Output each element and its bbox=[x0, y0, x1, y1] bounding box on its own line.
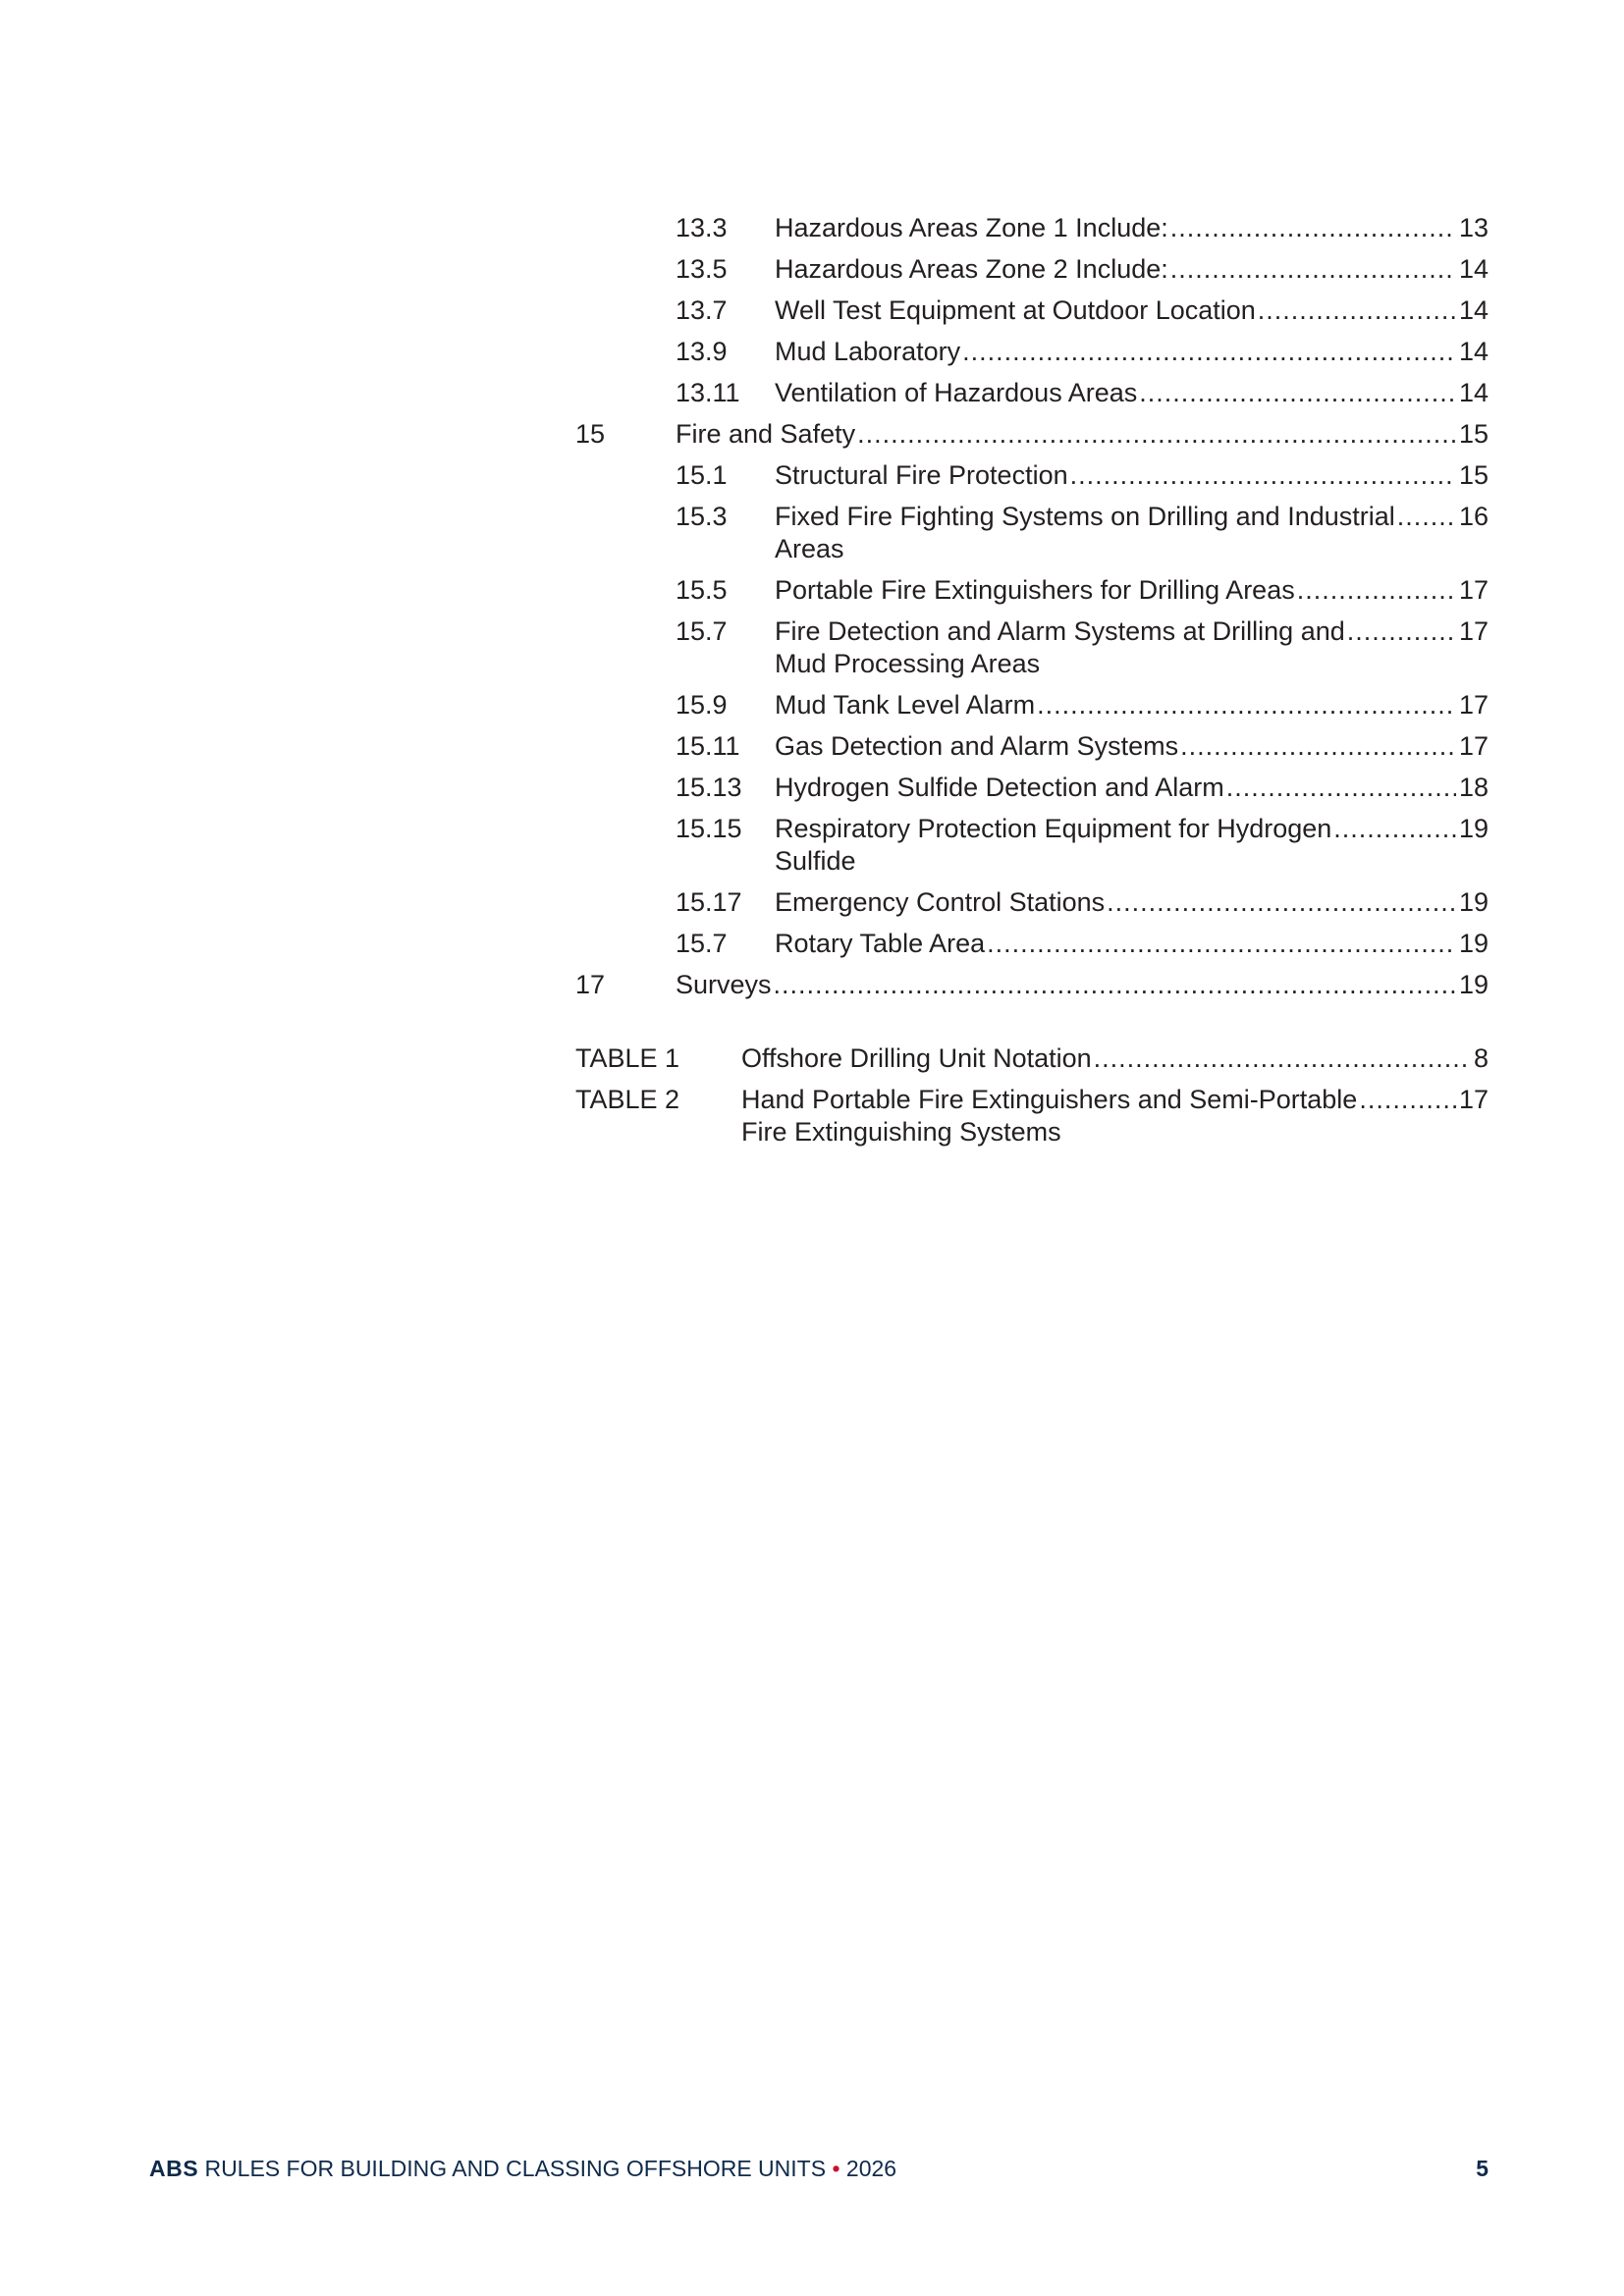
toc-entry-number: 13.3 bbox=[676, 213, 728, 242]
footer-bullet: • bbox=[832, 2156, 840, 2181]
toc-dot-leader bbox=[1170, 212, 1456, 244]
toc-entry-text bbox=[775, 772, 1489, 804]
toc-entry[interactable] bbox=[575, 212, 1489, 244]
toc-entry[interactable] bbox=[575, 928, 1489, 960]
table-list bbox=[575, 1042, 1489, 1148]
toc-entry-title: Structural Fire Protection bbox=[775, 460, 1068, 490]
toc-entry[interactable] bbox=[575, 418, 1489, 451]
page-footer bbox=[149, 2156, 1489, 2182]
toc-entry[interactable] bbox=[575, 1084, 1489, 1148]
toc-entry-title: Portable Fire Extinguishers for Drilling Areas bbox=[775, 575, 1295, 605]
toc-entry-text bbox=[741, 1042, 1489, 1075]
toc-entry-page: 15 bbox=[1458, 460, 1489, 490]
toc-entry[interactable] bbox=[575, 615, 1489, 680]
toc-entry-text bbox=[775, 928, 1489, 960]
toc-entry[interactable] bbox=[575, 730, 1489, 763]
footer-year: 2026 bbox=[845, 2156, 897, 2181]
toc-entry[interactable] bbox=[575, 459, 1489, 492]
toc-entry-page: 17 bbox=[1458, 616, 1489, 646]
toc-entry[interactable] bbox=[575, 813, 1489, 878]
toc-entry-title: Fire and Safety bbox=[676, 419, 856, 449]
toc-entry-title: Hazardous Areas Zone 1 Include: bbox=[775, 213, 1168, 242]
toc-entry-text bbox=[775, 377, 1489, 409]
toc-dot-leader bbox=[1107, 886, 1456, 919]
toc-entry-page: 19 bbox=[1458, 814, 1489, 843]
toc-entry-page: 14 bbox=[1458, 378, 1489, 407]
toc-entry-number: 15.17 bbox=[676, 887, 742, 917]
toc-entry-text bbox=[775, 615, 1489, 680]
toc-entry[interactable] bbox=[575, 253, 1489, 286]
toc-entry-title: Hazardous Areas Zone 2 Include: bbox=[775, 254, 1168, 284]
toc-entry-title: Rotary Table Area bbox=[775, 929, 986, 958]
toc-entry-number: 15 bbox=[575, 419, 606, 449]
toc-entry-title: Well Test Equipment at Outdoor Location bbox=[775, 295, 1256, 325]
toc-entry-title: Hydrogen Sulfide Detection and Alarm bbox=[775, 773, 1224, 802]
toc-entry-title: Offshore Drilling Unit Notation bbox=[741, 1043, 1092, 1073]
toc-entry-page: 14 bbox=[1458, 254, 1489, 284]
toc-entry-title: Respiratory Protection Equipment for Hydrogen Sulfide bbox=[775, 814, 1332, 876]
toc-dot-leader bbox=[987, 928, 1456, 960]
toc-entry-title: Ventilation of Hazardous Areas bbox=[775, 378, 1138, 407]
toc-entry-number: 15.7 bbox=[676, 616, 728, 646]
toc-dot-leader bbox=[1258, 294, 1456, 327]
toc-entry-text bbox=[775, 459, 1489, 492]
toc-entry-number: 15.7 bbox=[676, 929, 728, 958]
toc-entry-page: 17 bbox=[1458, 575, 1489, 605]
toc-dot-leader bbox=[1359, 1084, 1456, 1116]
toc-dot-leader bbox=[857, 418, 1456, 451]
toc-entry-text bbox=[775, 574, 1489, 607]
toc-entry[interactable] bbox=[575, 689, 1489, 721]
toc-dot-leader bbox=[1037, 689, 1456, 721]
toc-entry-page: 15 bbox=[1458, 419, 1489, 449]
toc-entry-title: Surveys bbox=[676, 970, 772, 999]
toc-entry-page: 19 bbox=[1458, 970, 1489, 999]
toc-entry-text bbox=[741, 1084, 1489, 1148]
toc-entry-number: 13.11 bbox=[676, 378, 740, 407]
toc-entry-text bbox=[676, 969, 1489, 1001]
toc-entry-text bbox=[775, 212, 1489, 244]
toc-dot-leader bbox=[1226, 772, 1456, 804]
toc-entry[interactable] bbox=[575, 574, 1489, 607]
toc-dot-leader bbox=[1139, 377, 1456, 409]
page-number: 5 bbox=[1476, 2156, 1489, 2181]
toc-entry[interactable] bbox=[575, 501, 1489, 565]
toc-entry[interactable] bbox=[575, 336, 1489, 368]
toc-entry-title: Hand Portable Fire Extinguishers and Semi-Portable Fire Extinguishing Systems bbox=[741, 1085, 1358, 1147]
toc-entry[interactable] bbox=[575, 1042, 1489, 1075]
toc-dot-leader bbox=[1070, 459, 1456, 492]
toc-entry-page: 17 bbox=[1458, 690, 1489, 720]
toc-entry-number: 13.7 bbox=[676, 295, 728, 325]
toc-entry-page: 14 bbox=[1458, 295, 1489, 325]
toc-dot-leader bbox=[962, 336, 1456, 368]
toc-entry-page: 14 bbox=[1458, 337, 1489, 366]
toc-entry-text bbox=[775, 689, 1489, 721]
toc-list bbox=[575, 212, 1489, 1001]
toc-entry-number: 13.9 bbox=[676, 337, 728, 366]
toc-entry-text bbox=[775, 294, 1489, 327]
toc-entry-page: 17 bbox=[1458, 1085, 1489, 1114]
toc-dot-leader bbox=[1180, 730, 1456, 763]
toc-dot-leader bbox=[1094, 1042, 1471, 1075]
toc-entry-title: Mud Laboratory bbox=[775, 337, 961, 366]
toc-dot-leader bbox=[1170, 253, 1456, 286]
toc-entry-page: 8 bbox=[1473, 1043, 1489, 1073]
toc-entry-number: 15.11 bbox=[676, 731, 740, 761]
toc-entry-page: 16 bbox=[1458, 502, 1489, 531]
toc-entry-title: Mud Tank Level Alarm bbox=[775, 690, 1036, 720]
toc-entry[interactable] bbox=[575, 377, 1489, 409]
toc-entry-number: TABLE 2 bbox=[575, 1085, 680, 1114]
toc-entry-page: 13 bbox=[1458, 213, 1489, 242]
toc-entry-page: 17 bbox=[1458, 731, 1489, 761]
toc-entry-number: TABLE 1 bbox=[575, 1043, 680, 1073]
toc-entry-number: 15.13 bbox=[676, 773, 742, 802]
toc-entry-text bbox=[775, 730, 1489, 763]
toc-entry-number: 15.9 bbox=[676, 690, 728, 720]
toc-entry-text bbox=[775, 336, 1489, 368]
toc-entry-page: 18 bbox=[1458, 773, 1489, 802]
toc-entry-number: 13.5 bbox=[676, 254, 728, 284]
toc-entry-number: 15.3 bbox=[676, 502, 728, 531]
toc-entry-text bbox=[676, 418, 1489, 451]
toc-entry-number: 15.15 bbox=[676, 814, 742, 843]
toc-entry-page: 19 bbox=[1458, 929, 1489, 958]
toc-entry[interactable] bbox=[575, 294, 1489, 327]
toc-entry-title: Fixed Fire Fighting Systems on Drilling and Industrial Areas bbox=[775, 502, 1395, 563]
toc-entry-number: 15.5 bbox=[676, 575, 728, 605]
toc-entry[interactable] bbox=[575, 969, 1489, 1001]
footer-title: RULES FOR BUILDING AND CLASSING OFFSHORE UNITS bbox=[204, 2156, 827, 2181]
footer-brand: ABS bbox=[149, 2156, 199, 2181]
toc-dot-leader bbox=[1397, 501, 1456, 533]
toc-dot-leader bbox=[1333, 813, 1456, 845]
toc-entry-text bbox=[775, 501, 1489, 565]
toc-entry-title: Emergency Control Stations bbox=[775, 887, 1106, 917]
table-of-contents bbox=[575, 212, 1489, 1157]
toc-entry-page: 19 bbox=[1458, 887, 1489, 917]
toc-dot-leader bbox=[774, 969, 1456, 1001]
toc-entry-number: 15.1 bbox=[676, 460, 728, 490]
toc-dot-leader bbox=[1297, 574, 1456, 607]
toc-dot-leader bbox=[1347, 615, 1456, 648]
toc-entry-title: Gas Detection and Alarm Systems bbox=[775, 731, 1179, 761]
toc-entry-title: Fire Detection and Alarm Systems at Drilling and Mud Processing Areas bbox=[775, 616, 1345, 678]
footer-left bbox=[149, 2156, 896, 2182]
toc-entry-text bbox=[775, 813, 1489, 878]
toc-entry[interactable] bbox=[575, 772, 1489, 804]
toc-entry-text bbox=[775, 253, 1489, 286]
toc-entry[interactable] bbox=[575, 886, 1489, 919]
toc-entry-number: 17 bbox=[575, 970, 606, 999]
toc-entry-text bbox=[775, 886, 1489, 919]
